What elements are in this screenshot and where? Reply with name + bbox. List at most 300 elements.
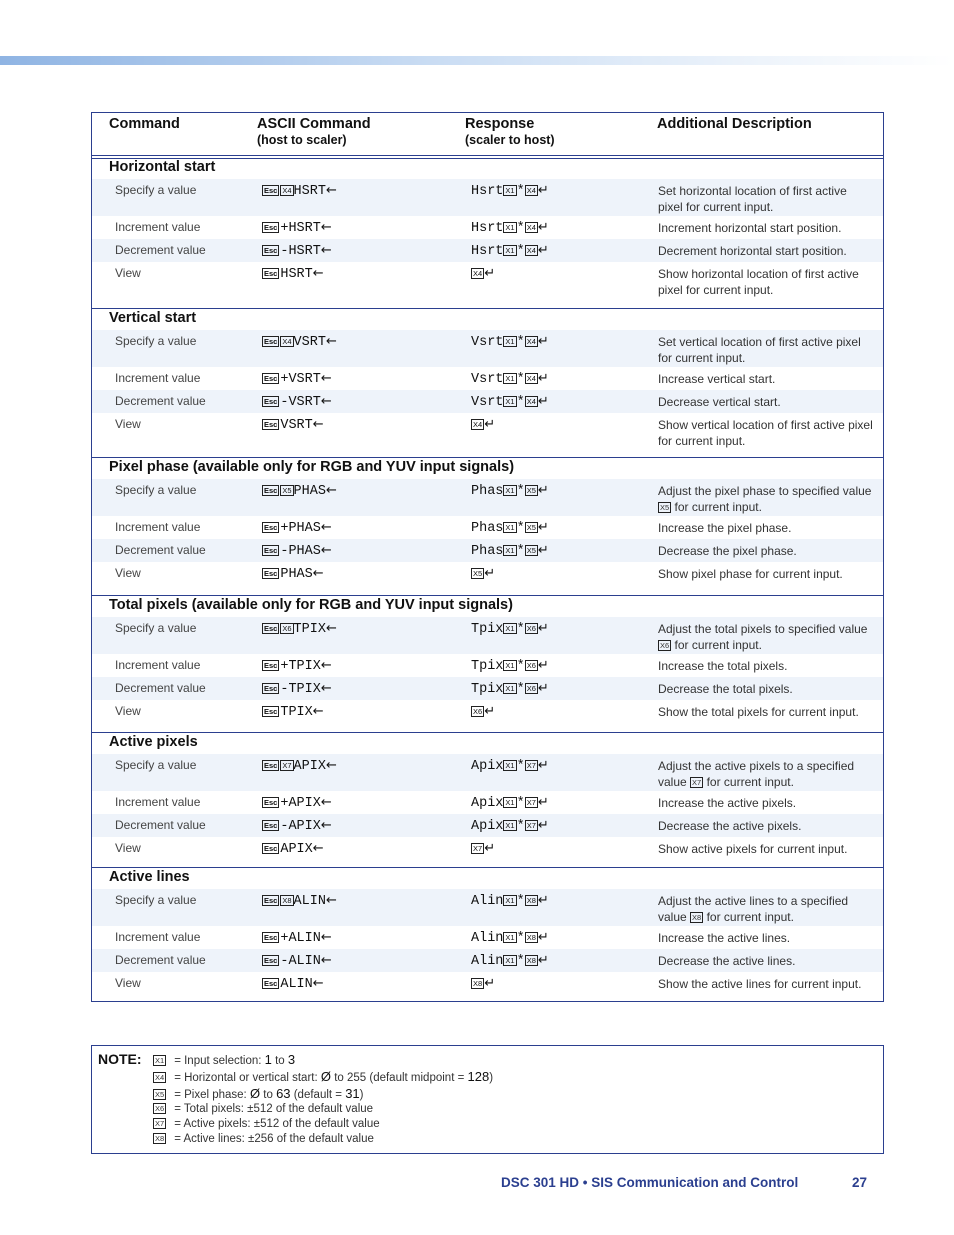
note-text: = Total pixels: ±512 of the default value — [174, 1103, 374, 1115]
enter-arrow-icon: ← — [320, 394, 332, 409]
command-text: TPIX — [280, 705, 313, 720]
command-label: Decrement value — [115, 681, 206, 695]
response-text — [471, 893, 549, 909]
response-text — [471, 334, 549, 350]
response-prefix: Apix — [471, 796, 504, 811]
description-text: for current input. — [674, 638, 762, 652]
description-text: Decrease the pixel phase. — [658, 544, 797, 558]
response-text — [471, 266, 495, 282]
esc-key-icon: Esc — [264, 707, 278, 716]
return-arrow-icon: ↵ — [537, 621, 549, 636]
response-prefix: Hsrt — [471, 221, 504, 236]
note-number: 31 — [345, 1086, 360, 1101]
response-text — [471, 953, 549, 969]
note-text: = Input selection: — [174, 1055, 265, 1067]
response-prefix: Alin — [471, 931, 504, 946]
enter-arrow-icon: ← — [312, 417, 324, 432]
variable-box: X6 — [526, 661, 536, 670]
variable-box: X7 — [473, 844, 483, 853]
description-text: Show vertical location of first active pixel for current input. — [658, 418, 873, 448]
description-text: Set vertical location of first active pixel for current input. — [658, 335, 861, 365]
description-text: Show pixel phase for current input. — [658, 567, 843, 581]
variable-box: X6 — [660, 641, 670, 650]
return-arrow-icon: ↵ — [537, 483, 549, 498]
variable-box: X1 — [505, 546, 515, 555]
table-row — [92, 837, 883, 877]
response-text — [471, 220, 549, 236]
command-label: Increment value — [115, 795, 201, 809]
table-row — [92, 539, 883, 562]
command-label: Increment value — [115, 658, 201, 672]
variable-box: X4 — [526, 337, 536, 346]
response-prefix: Apix — [471, 759, 504, 774]
variable-box: X1 — [505, 223, 515, 232]
response-prefix: Tpix — [471, 659, 504, 674]
table-row — [92, 516, 883, 539]
variable-box: X1 — [505, 337, 515, 346]
table-row — [92, 330, 883, 367]
command-text: VSRT — [280, 418, 313, 433]
return-arrow-icon: ↵ — [537, 818, 549, 833]
description — [658, 266, 873, 298]
return-arrow-icon: ↵ — [537, 893, 549, 908]
enter-arrow-icon: ← — [325, 334, 337, 349]
ascii-command — [262, 566, 324, 582]
table-header — [92, 113, 883, 156]
description-text: Increase the active pixels. — [658, 796, 797, 810]
description — [658, 520, 873, 536]
separator-star: * — [516, 372, 525, 387]
description — [658, 183, 873, 215]
ascii-command — [262, 818, 332, 834]
table-row — [92, 677, 883, 700]
description — [658, 220, 873, 236]
variable-box: X8 — [155, 1134, 165, 1143]
command-text: -HSRT — [280, 244, 321, 259]
note-label: NOTE: — [98, 1051, 142, 1067]
enter-arrow-icon: ← — [320, 243, 332, 258]
variable-box: X4 — [473, 269, 483, 278]
enter-arrow-icon: ← — [312, 841, 324, 856]
esc-key-icon: Esc — [264, 798, 278, 807]
note-number: 1 — [264, 1052, 272, 1067]
esc-key-icon: Esc — [264, 933, 278, 942]
description — [658, 953, 873, 969]
response-text — [471, 417, 495, 433]
footer-title: DSC 301 HD • SIS Communication and Control — [501, 1175, 799, 1190]
ascii-command — [262, 520, 332, 536]
note-text: to 255 (default midpoint = — [331, 1072, 468, 1084]
table-row — [92, 367, 883, 390]
command-label: View — [115, 266, 141, 280]
description-text: Increase vertical start. — [658, 372, 776, 386]
separator-star: * — [516, 894, 525, 909]
response-text — [471, 543, 549, 559]
description — [658, 243, 873, 259]
ascii-command — [262, 266, 324, 282]
variable-box: X7 — [692, 778, 702, 787]
table-row — [92, 239, 883, 262]
variable-box: X7 — [526, 761, 536, 770]
esc-key-icon: Esc — [264, 186, 278, 195]
command-text: +PHAS — [280, 521, 321, 536]
separator-star: * — [516, 682, 525, 697]
ascii-command — [262, 976, 324, 992]
response-text — [471, 681, 549, 697]
command-text: -ALIN — [280, 954, 321, 969]
separator-star: * — [516, 544, 525, 559]
enter-arrow-icon: ← — [312, 976, 324, 991]
variable-box: X5 — [526, 546, 536, 555]
enter-arrow-icon: ← — [312, 566, 324, 581]
note-text: = Pixel phase: — [174, 1089, 250, 1101]
enter-arrow-icon: ← — [320, 818, 332, 833]
response-prefix: Hsrt — [471, 184, 504, 199]
esc-key-icon: Esc — [264, 896, 278, 905]
command-label: Specify a value — [115, 893, 197, 907]
command-label: View — [115, 704, 141, 718]
response-prefix: Vsrt — [471, 372, 504, 387]
table-row — [92, 216, 883, 239]
return-arrow-icon: ↵ — [537, 930, 549, 945]
command-label: View — [115, 976, 141, 990]
response-text — [471, 704, 495, 720]
description — [658, 841, 873, 857]
command-label: Decrement value — [115, 394, 206, 408]
note-number: 128 — [467, 1069, 490, 1084]
enter-arrow-icon: ← — [320, 658, 332, 673]
section-title: Active lines — [109, 869, 190, 885]
esc-key-icon: Esc — [264, 569, 278, 578]
ascii-command — [262, 930, 332, 946]
table-row — [92, 926, 883, 949]
variable-box: X6 — [155, 1104, 165, 1113]
ascii-command — [262, 334, 337, 350]
response-text — [471, 658, 549, 674]
description-text: Show the active lines for current input. — [658, 977, 862, 991]
description — [658, 681, 873, 697]
enter-arrow-icon: ← — [320, 371, 332, 386]
header-ascii — [257, 116, 371, 147]
enter-arrow-icon: ← — [325, 893, 337, 908]
variable-box: X7 — [155, 1119, 165, 1128]
enter-arrow-icon: ← — [325, 758, 337, 773]
note-text: = Active lines: ±256 of the default value — [174, 1133, 374, 1145]
description-text: Adjust the pixel phase to specified value — [658, 484, 872, 498]
command-text: -VSRT — [280, 395, 321, 410]
note-text: = Active pixels: ±512 of the default value — [174, 1118, 380, 1130]
response-text — [471, 520, 549, 536]
response-text — [471, 483, 549, 499]
variable-box: X4 — [526, 397, 536, 406]
variable-box: X4 — [526, 186, 536, 195]
description — [658, 930, 873, 946]
section-title: Pixel phase (available only for RGB and YUV input signals) — [109, 459, 515, 475]
enter-arrow-icon: ← — [320, 930, 332, 945]
command-text: PHAS — [293, 484, 326, 499]
note-text: (default = — [290, 1089, 346, 1101]
return-arrow-icon: ↵ — [537, 658, 549, 673]
command-label: Decrement value — [115, 243, 206, 257]
variable-box: X8 — [473, 979, 483, 988]
command-label: Specify a value — [115, 334, 197, 348]
command-label: View — [115, 841, 141, 855]
esc-key-icon: Esc — [264, 956, 278, 965]
response-prefix: Apix — [471, 819, 504, 834]
esc-key-icon: Esc — [264, 624, 278, 633]
enter-arrow-icon: ← — [312, 266, 324, 281]
ascii-command — [262, 220, 332, 236]
response-prefix: Alin — [471, 954, 504, 969]
command-text: VSRT — [293, 335, 326, 350]
variable-box: X8 — [692, 913, 702, 922]
response-prefix: Hsrt — [471, 244, 504, 259]
variable-box: X1 — [505, 186, 515, 195]
variable-box: X4 — [282, 337, 292, 346]
variable-box: X1 — [505, 956, 515, 965]
return-arrow-icon: ↵ — [537, 795, 549, 810]
separator-star: * — [516, 659, 525, 674]
separator-star: * — [516, 221, 525, 236]
ascii-command — [262, 681, 332, 697]
enter-arrow-icon: ← — [325, 621, 337, 636]
response-text — [471, 841, 495, 857]
variable-box: X6 — [526, 624, 536, 633]
description — [658, 658, 873, 674]
description-text: Increase the total pixels. — [658, 659, 788, 673]
command-label: Specify a value — [115, 483, 197, 497]
response-prefix: Alin — [471, 894, 504, 909]
response-prefix: Tpix — [471, 622, 504, 637]
return-arrow-icon: ↵ — [537, 371, 549, 386]
ascii-command — [262, 371, 332, 387]
note-number: Ø — [320, 1069, 331, 1084]
esc-key-icon: Esc — [264, 684, 278, 693]
command-text: APIX — [293, 759, 326, 774]
description-text: Increment horizontal start position. — [658, 221, 842, 235]
ascii-command — [262, 621, 337, 637]
enter-arrow-icon: ← — [320, 520, 332, 535]
separator-star: * — [516, 954, 525, 969]
esc-key-icon: Esc — [264, 523, 278, 532]
variable-box: X6 — [473, 707, 483, 716]
command-label: View — [115, 417, 141, 431]
enter-arrow-icon: ← — [320, 795, 332, 810]
note-line — [153, 1086, 364, 1101]
return-arrow-icon: ↵ — [537, 758, 549, 773]
command-label: Specify a value — [115, 758, 197, 772]
return-arrow-icon: ↵ — [537, 543, 549, 558]
section-divider — [92, 732, 883, 733]
description — [658, 394, 873, 410]
response-prefix: Phas — [471, 544, 504, 559]
note-text: ) — [359, 1089, 364, 1101]
ascii-command — [262, 483, 337, 499]
variable-box: X1 — [505, 684, 515, 693]
description-text: for current input. — [706, 910, 794, 924]
variable-box: X7 — [282, 761, 292, 770]
separator-star: * — [516, 244, 525, 259]
return-arrow-icon: ↵ — [537, 183, 549, 198]
return-arrow-icon: ↵ — [537, 243, 549, 258]
note-line — [153, 1118, 380, 1130]
description — [658, 483, 873, 515]
ascii-command — [262, 394, 332, 410]
command-label: Specify a value — [115, 621, 197, 635]
separator-star: * — [516, 759, 525, 774]
variable-box: X8 — [526, 933, 536, 942]
response-text — [471, 566, 495, 582]
table-row — [92, 390, 883, 413]
variable-box: X1 — [505, 896, 515, 905]
description — [658, 758, 873, 790]
variable-box: X7 — [526, 821, 536, 830]
description-text: Show horizontal location of first active pixel for current input. — [658, 267, 859, 297]
note-box — [91, 1045, 884, 1154]
command-text: HSRT — [280, 267, 313, 282]
separator-star: * — [516, 184, 525, 199]
enter-arrow-icon: ← — [320, 543, 332, 558]
response-text — [471, 795, 549, 811]
ascii-command — [262, 893, 337, 909]
command-label: Decrement value — [115, 818, 206, 832]
separator-star: * — [516, 335, 525, 350]
table-row — [92, 413, 883, 453]
response-text — [471, 621, 549, 637]
note-number: Ø — [249, 1086, 261, 1101]
esc-key-icon: Esc — [264, 979, 278, 988]
table-row — [92, 700, 883, 740]
return-arrow-icon: ↵ — [484, 566, 496, 581]
description-text: Decrement horizontal start position. — [658, 244, 847, 258]
return-arrow-icon: ↵ — [537, 681, 549, 696]
description-text: for current input. — [706, 775, 794, 789]
description-text: Increase the pixel phase. — [658, 521, 792, 535]
separator-star: * — [516, 395, 525, 410]
variable-box: X1 — [505, 761, 515, 770]
ascii-command — [262, 658, 332, 674]
ascii-command — [262, 953, 332, 969]
enter-arrow-icon: ← — [325, 183, 337, 198]
variable-box: X4 — [526, 223, 536, 232]
variable-box: X1 — [505, 523, 515, 532]
header-ascii-label: ASCII Command — [257, 116, 371, 132]
command-text: ALIN — [280, 977, 313, 992]
description-text: Increase the active lines. — [658, 931, 791, 945]
variable-box: X4 — [473, 420, 483, 429]
note-line — [153, 1069, 493, 1084]
command-text: -APIX — [280, 819, 321, 834]
command-label: Specify a value — [115, 183, 197, 197]
command-text: HSRT — [293, 184, 326, 199]
variable-box: X6 — [282, 624, 292, 633]
return-arrow-icon: ↵ — [537, 220, 549, 235]
variable-box: X6 — [526, 684, 536, 693]
note-number: 3 — [287, 1052, 296, 1067]
esc-key-icon: Esc — [264, 844, 278, 853]
command-text: +VSRT — [280, 372, 321, 387]
section-divider — [92, 867, 883, 868]
note-text: to — [260, 1089, 277, 1101]
section-title: Active pixels — [109, 734, 198, 750]
response-prefix: Phas — [471, 521, 504, 536]
ascii-command — [262, 417, 324, 433]
variable-box: X5 — [660, 503, 670, 512]
response-prefix: Vsrt — [471, 335, 504, 350]
section-title: Vertical start — [109, 310, 197, 326]
variable-box: X1 — [505, 374, 515, 383]
description-text: Show active pixels for current input. — [658, 842, 848, 856]
esc-key-icon: Esc — [264, 661, 278, 670]
variable-box: X1 — [505, 624, 515, 633]
response-text — [471, 394, 549, 410]
variable-box: X4 — [282, 186, 292, 195]
separator-star: * — [516, 521, 525, 536]
note-text: ) — [489, 1072, 494, 1084]
header-ascii-sub: (host to scaler) — [257, 133, 347, 147]
table-row — [92, 949, 883, 972]
response-text — [471, 371, 549, 387]
response-text — [471, 758, 549, 774]
sis-command-table — [91, 112, 884, 1002]
ascii-command — [262, 841, 324, 857]
table-row — [92, 262, 883, 302]
ascii-command — [262, 704, 324, 720]
description-text: Adjust the active pixels to a specified value — [658, 759, 855, 789]
separator-star: * — [516, 484, 525, 499]
return-arrow-icon: ↵ — [537, 394, 549, 409]
header-command: Command — [109, 116, 180, 132]
esc-key-icon: Esc — [264, 246, 278, 255]
command-label: Decrement value — [115, 953, 206, 967]
description — [658, 371, 873, 387]
ascii-command — [262, 543, 332, 559]
header-response — [465, 116, 555, 147]
return-arrow-icon: ↵ — [484, 976, 496, 991]
response-text — [471, 243, 549, 259]
description — [658, 818, 873, 834]
description — [658, 334, 873, 366]
description-text: Adjust the total pixels to specified value — [658, 622, 868, 636]
variable-box: X7 — [526, 798, 536, 807]
command-text: -TPIX — [280, 682, 321, 697]
command-label: Increment value — [115, 520, 201, 534]
esc-key-icon: Esc — [264, 223, 278, 232]
description — [658, 704, 873, 720]
return-arrow-icon: ↵ — [484, 704, 496, 719]
section-title: Horizontal start — [109, 159, 216, 175]
command-label: Increment value — [115, 220, 201, 234]
return-arrow-icon: ↵ — [537, 334, 549, 349]
command-text: +HSRT — [280, 221, 321, 236]
command-text: -PHAS — [280, 544, 321, 559]
response-text — [471, 818, 549, 834]
description-text: Decrease the total pixels. — [658, 682, 793, 696]
table-row — [92, 972, 883, 1012]
table-row — [92, 791, 883, 814]
section-divider — [92, 595, 883, 596]
description — [658, 893, 873, 925]
description — [658, 543, 873, 559]
section-divider — [92, 308, 883, 309]
variable-box: X8 — [282, 896, 292, 905]
description-text: Set horizontal location of first active pixel for current input. — [658, 184, 847, 214]
command-label: Decrement value — [115, 543, 206, 557]
enter-arrow-icon: ← — [320, 953, 332, 968]
section-divider — [92, 457, 883, 458]
variable-box: X8 — [526, 896, 536, 905]
command-text: TPIX — [293, 622, 326, 637]
